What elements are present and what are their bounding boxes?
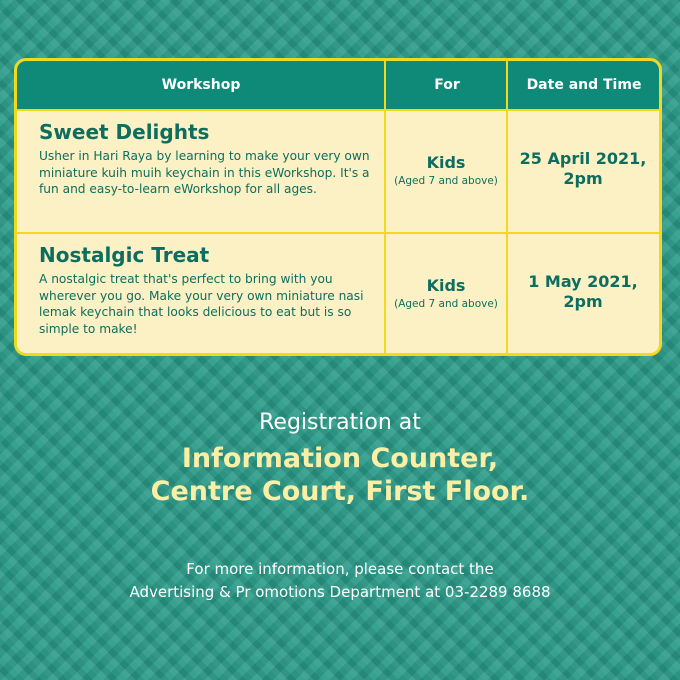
date-time-cell	[507, 149, 659, 189]
table-row	[17, 234, 659, 353]
header-date-time: Date and Time	[526, 77, 642, 93]
date-text: 1 May 2021,	[528, 272, 638, 291]
registration-intro: Registration at	[259, 410, 421, 435]
workshop-title: Sweet Delights	[39, 120, 210, 144]
time-text: 2pm	[563, 169, 603, 188]
table-row	[17, 111, 659, 232]
contact-line: Advertising & Pr omotions Department at 03-2289 8688	[129, 583, 551, 601]
workshop-table	[14, 58, 662, 356]
date-time-cell	[507, 272, 659, 312]
header-workshop: Workshop	[161, 77, 241, 93]
date-text: 25 April 2021,	[519, 149, 647, 168]
audience-label: Kids	[426, 153, 466, 172]
age-requirement: (Aged 7 and above)	[394, 298, 498, 310]
workshop-description: Usher in Hari Raya by learning to make your very own miniature kuih muih keychain in this eWorkshop. It's a fun and easy-to-learn eWorkshop for all ages.	[39, 149, 370, 196]
contact-line: For more information, please contact the	[186, 560, 494, 578]
table-header	[17, 61, 659, 109]
audience-label: Kids	[426, 276, 466, 295]
age-requirement: (Aged 7 and above)	[394, 175, 498, 187]
location-line: Centre Court, First Floor.	[150, 476, 530, 507]
location-line: Information Counter,	[181, 443, 499, 474]
time-text: 2pm	[563, 292, 603, 311]
registration-location	[0, 442, 680, 508]
contact-info	[0, 558, 680, 604]
for-cell	[386, 153, 506, 188]
workshop-title: Nostalgic Treat	[39, 243, 210, 267]
for-cell	[386, 276, 506, 311]
workshop-description: A nostalgic treat that's perfect to bring with you wherever you go. Make your very own miniature nasi lemak keychain that looks delicious to eat but is so simple to make!	[39, 272, 364, 336]
header-for: For	[434, 77, 460, 93]
